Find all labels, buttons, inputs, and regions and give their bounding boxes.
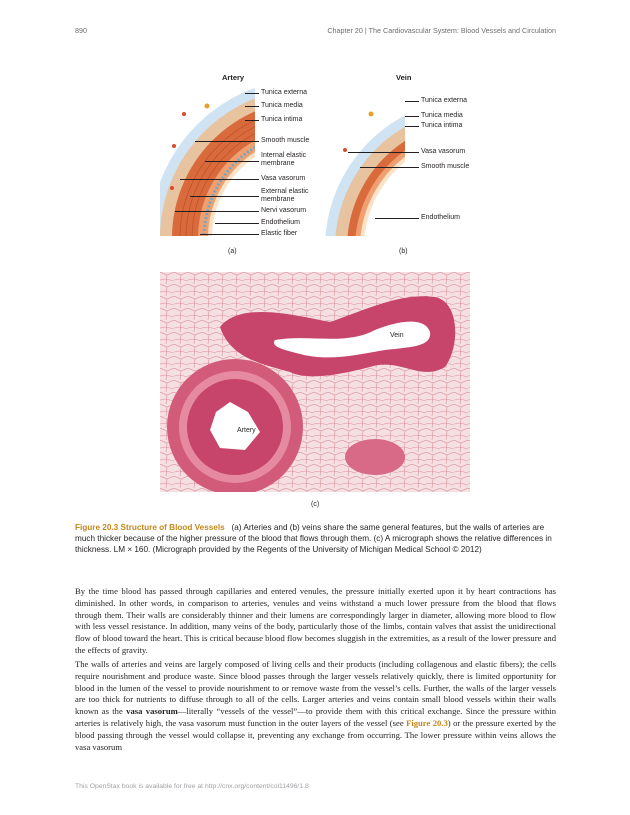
micrograph-image [160,272,470,492]
label-endothelium: Endothelium [261,219,300,226]
label-smooth-muscle: Smooth muscle [261,137,310,144]
page-footer: This OpenStax book is available for free at http://cnx.org/content/col11496/1.8 [75,783,309,790]
vein-title: Vein [396,73,412,82]
label-tunica-externa: Tunica externa [261,89,308,96]
label-tunica-intima: Tunica intima [261,116,303,123]
vein-label-endothelium: Endothelium [421,214,460,221]
vein-label-tunica-externa: Tunica externa [421,97,468,104]
label-tunica-media: Tunica media [261,102,303,109]
vein-label-tunica-media: Tunica media [421,112,463,119]
page-number: 890 [75,26,87,35]
chapter-title: Chapter 20 | The Cardiovascular System: Blood Vessels and Circulation [327,26,556,35]
micrograph-sublabel: (c) [311,501,320,508]
term-vasa-vasorum: vasa vasorum [126,706,178,717]
caption-text: (a) Arteries and (b) veins share the same general features, but the walls of arteries are much thicker because of the higher pressure of the blood that flows through them. (c) A micrograph shows the relative differences in thickness. LM × 160. (Micrograph provided by the Regents of the University of Michigan Medical School © 2012) [75,523,552,554]
artery-sublabel: (a) [228,248,237,255]
body-paragraph-2: The walls of arteries and veins are largely composed of living cells and their products (including collagenous and elastic fibers); the cells require nourishment and produce waste. Since blood passes through the larger vessels relatively quickly, there is limited opportunity for blood in the lumen of the vessel to provide nourishment to or remove waste from the vessel’s cells. Further, the walls of the larger vessels are too thick for nutrients to diffuse through to all of the cells. Larger arteries and veins contain small blood vessels within their walls known as the vasa vasorum—literally “vessels of the vessel”—to provide them with this critical exchange. Since the pressure within arteries is relatively high, the vasa vasorum must function in the outer layers of the vessel (see Figure 20.3) or the pressure exerted by the blood passing through the vessel would collapse it, preventing any exchange from occurring. The lower pressure within veins allows the vasa vasorum [75,659,557,752]
label-nervi-vasorum: Nervi vasorum [261,207,307,214]
body-paragraph-1: By the time blood has passed through capillaries and entered venules, the pressure initially exerted upon it by heart contractions has diminished. In other words, in comparison to arteries, venules and veins withstand a much lower pressure from the blood that flows through them. Their walls are considerably thinner and their lumens are correspondingly larger in diameter, allowing more blood to flow with less vessel resistance. In addition, many veins of the body, particularly those of the limbs, contain valves that assist the unidirectional flow of blood toward the heart. This is critical because blood flow becomes sluggish in the extremities, as a result of the lower pressure and the effects of gravity. [75,586,556,655]
caption-title: Figure 20.3 Structure of Blood Vessels [75,523,225,532]
label-external-elastic: External elastic [261,188,309,195]
label-vasa-vasorum: Vasa vasorum [261,175,306,182]
vein-label-smooth-muscle: Smooth muscle [421,163,470,170]
micro-vein-label: Vein [390,332,404,339]
figure-caption [75,522,556,555]
label-internal-elastic-2: membrane [261,160,295,167]
artery-title: Artery [222,73,245,82]
vein-label-vasa-vasorum: Vasa vasorum [421,148,466,155]
label-external-elastic-2: membrane [261,196,295,203]
vein-label-tunica-intima: Tunica intima [421,122,463,129]
label-internal-elastic: Internal elastic [261,152,307,159]
label-elastic-fiber: Elastic fiber [261,230,298,237]
micro-artery-label: Artery [237,427,256,434]
figure-link[interactable]: Figure 20.3 [406,717,448,728]
vein-sublabel: (b) [399,248,408,255]
